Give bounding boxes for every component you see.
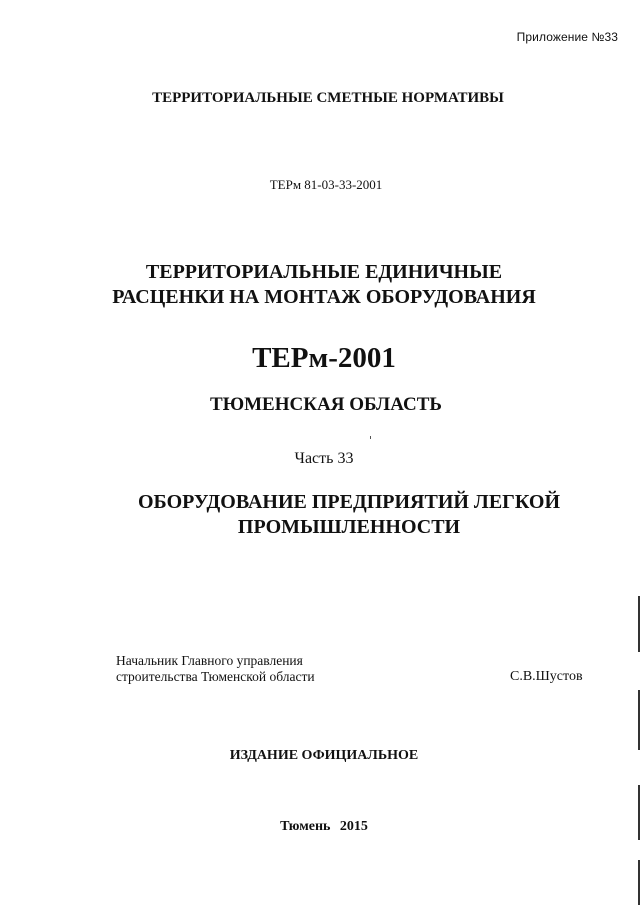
subtitle-line-2: ПРОМЫШЛЕННОСТИ: [237, 516, 461, 538]
scan-dot-mark: [370, 436, 371, 439]
city-year: Тюмень 2015: [280, 819, 368, 834]
main-title-line-2: РАСЦЕНКИ НА МОНТАЖ ОБОРУДОВАНИЯ: [112, 286, 536, 308]
term-title: ТЕРм-2001: [252, 342, 396, 374]
main-title: [4, 260, 640, 310]
appendix-label: Приложение №33: [516, 30, 618, 44]
signer-post-line-2: строительства Тюменской области: [116, 669, 315, 684]
document-code: ТЕРм 81-03-33-2001: [269, 177, 383, 192]
signer-post-line-1: Начальник Главного управления: [116, 653, 303, 668]
edition-label: ИЗДАНИЕ ОФИЦИАЛЬНОЕ: [229, 748, 419, 763]
signer-name: С.В.Шустов: [510, 669, 583, 684]
main-title-line-1: ТЕРРИТОРИАЛЬНЫЕ ЕДИНИЧНЫЕ: [145, 261, 503, 283]
subtitle: [58, 490, 640, 540]
header-title: ТЕРРИТОРИАЛЬНЫЕ СМЕТНЫЕ НОРМАТИВЫ: [152, 90, 504, 106]
subtitle-line-1: ОБОРУДОВАНИЕ ПРЕДПРИЯТИЙ ЛЕГКОЙ: [137, 491, 561, 513]
region-title: ТЮМЕНСКАЯ ОБЛАСТЬ: [210, 394, 442, 415]
part-label: Часть 33: [294, 450, 354, 467]
signer-post: [116, 653, 315, 685]
